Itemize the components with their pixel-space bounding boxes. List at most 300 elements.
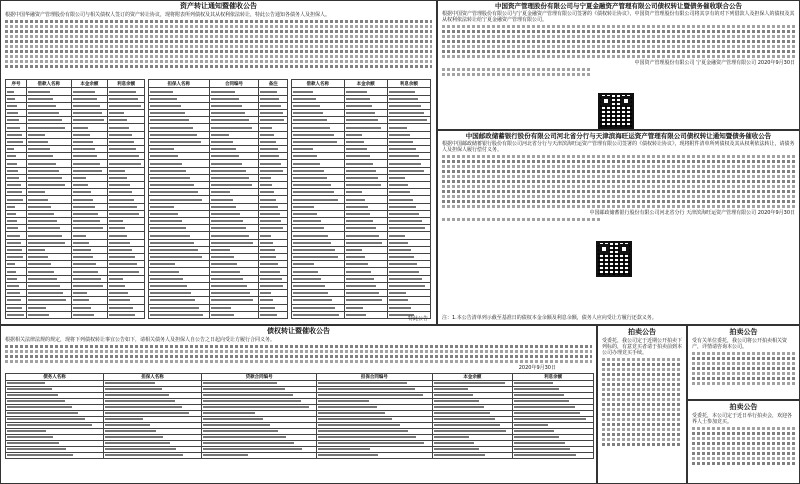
table-cell xyxy=(108,174,145,181)
table-cell xyxy=(259,102,288,109)
table-cell xyxy=(6,131,27,138)
table-cell xyxy=(108,182,145,189)
table-cell xyxy=(292,268,345,275)
table-row xyxy=(149,304,288,311)
table-cell xyxy=(26,297,71,304)
left-top-intro: 根据中国华融资产管理股份有限公司与相关债权人签订的资产转让协议，现将附表所列债权及其从权利依法转让，特此公告通知各债务人及担保人。 xyxy=(5,11,331,18)
table-cell xyxy=(259,210,288,217)
table-row xyxy=(149,203,288,210)
table-row xyxy=(6,304,145,311)
auction-notice-3-title: 拍卖公告 xyxy=(729,403,758,411)
table-cell xyxy=(344,189,387,196)
table-cell xyxy=(387,239,430,246)
table-cell xyxy=(71,160,108,167)
table-cell xyxy=(108,131,145,138)
table-cell xyxy=(108,254,145,261)
table-cell xyxy=(149,153,210,160)
table-cell xyxy=(344,246,387,253)
table-cell xyxy=(259,174,288,181)
table-row xyxy=(292,138,431,145)
table-cell xyxy=(209,196,259,203)
table-cell xyxy=(387,124,430,131)
qr-code-1 xyxy=(598,93,634,129)
table-cell xyxy=(71,210,108,217)
table-cell xyxy=(292,203,345,210)
right-mid-notice xyxy=(437,130,800,325)
table-cell xyxy=(259,232,288,239)
table-row xyxy=(292,95,431,102)
table-cell xyxy=(387,153,430,160)
table-cell xyxy=(259,218,288,225)
table-cell xyxy=(108,160,145,167)
table-cell xyxy=(259,203,288,210)
table-row xyxy=(149,131,288,138)
table-cell xyxy=(26,182,71,189)
table-cell xyxy=(387,174,430,181)
table-cell xyxy=(149,117,210,124)
table-cell xyxy=(6,167,27,174)
table-row xyxy=(292,117,431,124)
table-row xyxy=(6,153,145,160)
table-cell xyxy=(259,282,288,289)
table-cell xyxy=(149,131,210,138)
table-cell xyxy=(387,110,430,117)
table-cell xyxy=(292,153,345,160)
table-cell xyxy=(6,297,27,304)
table-row xyxy=(6,282,145,289)
table-cell xyxy=(149,297,210,304)
table-cell xyxy=(108,246,145,253)
table-row xyxy=(6,196,145,203)
table-row xyxy=(149,153,288,160)
table-cell xyxy=(149,218,210,225)
table-cell xyxy=(6,102,27,109)
table-cell xyxy=(71,117,108,124)
left-top-title: 资产转让通知暨催收公告 xyxy=(180,2,257,10)
table-cell xyxy=(149,110,210,117)
table-cell xyxy=(292,95,345,102)
table-row xyxy=(6,232,145,239)
table-row xyxy=(292,88,431,95)
table-cell xyxy=(6,452,104,458)
table-cell xyxy=(26,102,71,109)
table-cell xyxy=(71,297,108,304)
table-cell xyxy=(209,203,259,210)
table-cell xyxy=(209,275,259,282)
table-row xyxy=(6,117,145,124)
table-cell xyxy=(344,275,387,282)
table-row xyxy=(6,210,145,217)
table-cell xyxy=(292,246,345,253)
table-row xyxy=(149,246,288,253)
table-cell xyxy=(344,153,387,160)
table-cell xyxy=(149,146,210,153)
auction-notice-3-body: 受委托，本公司定于近日举行拍卖会，欢迎各界人士参加竞买。 xyxy=(692,412,793,425)
table-row xyxy=(6,124,145,131)
table-cell xyxy=(26,311,71,318)
table-cell xyxy=(6,210,27,217)
table-row xyxy=(6,311,145,318)
table-cell xyxy=(209,138,259,145)
table-row xyxy=(149,268,288,275)
table-row xyxy=(6,297,145,304)
table-row xyxy=(149,297,288,304)
table-row xyxy=(6,110,145,117)
right-mid-signature: 中国邮政储蓄银行股份有限公司河北省分行 天津滨海旺运资产管理有限公司 2020年9月30日 xyxy=(589,210,795,217)
table-header-row: 借款人名称 本金余额 利息余额 xyxy=(292,80,431,88)
table-cell xyxy=(209,239,259,246)
table-cell xyxy=(6,88,27,95)
table-cell xyxy=(292,160,345,167)
table-cell xyxy=(259,196,288,203)
table-cell xyxy=(71,153,108,160)
table-cell xyxy=(26,304,71,311)
table-cell xyxy=(6,203,27,210)
table-header-row: 序号 借款人名称 本金余额 利息余额 xyxy=(6,80,145,88)
table-cell xyxy=(149,88,210,95)
table-cell xyxy=(387,196,430,203)
table-cell xyxy=(209,254,259,261)
table-row xyxy=(6,246,145,253)
table-header-row: 债务人名称 担保人名称 贷款合同编号 担保合同编号 本金余额 利息余额 xyxy=(6,373,594,380)
table-cell xyxy=(344,210,387,217)
table-cell xyxy=(71,146,108,153)
table-cell xyxy=(209,290,259,297)
auction-notice-1-body: 受委托，我公司定于近期公开拍卖下列标的，有意竞买者请于拍卖前到本公司办理竞买手续。 xyxy=(602,337,683,356)
table-row xyxy=(6,268,145,275)
table-cell xyxy=(344,124,387,131)
table-cell xyxy=(71,203,108,210)
table-cell xyxy=(387,282,430,289)
table-cell xyxy=(149,254,210,261)
table-cell xyxy=(344,174,387,181)
table-cell xyxy=(259,304,288,311)
table-cell xyxy=(149,290,210,297)
table-row xyxy=(149,261,288,268)
table-cell xyxy=(108,225,145,232)
table-cell xyxy=(108,117,145,124)
table-row xyxy=(149,210,288,217)
table-cell xyxy=(71,102,108,109)
table-cell xyxy=(209,153,259,160)
table-cell xyxy=(344,131,387,138)
table-cell xyxy=(71,268,108,275)
table-cell xyxy=(26,88,71,95)
table-cell xyxy=(387,182,430,189)
table-row xyxy=(6,189,145,196)
table-row xyxy=(292,304,431,311)
table-cell xyxy=(259,117,288,124)
table-row xyxy=(149,290,288,297)
table-row xyxy=(6,167,145,174)
left-top-footer: 特此公告 xyxy=(407,316,428,322)
table-cell xyxy=(344,196,387,203)
table-cell xyxy=(259,275,288,282)
table-cell xyxy=(259,95,288,102)
table-row xyxy=(292,189,431,196)
table-cell xyxy=(209,304,259,311)
table-cell xyxy=(387,95,430,102)
table-cell xyxy=(6,124,27,131)
table-row xyxy=(292,275,431,282)
table-cell xyxy=(209,146,259,153)
table-cell xyxy=(26,189,71,196)
table-cell xyxy=(387,304,430,311)
table-cell xyxy=(149,138,210,145)
table-cell xyxy=(6,246,27,253)
table-cell xyxy=(292,131,345,138)
table-cell xyxy=(259,167,288,174)
table-cell xyxy=(26,174,71,181)
table-cell xyxy=(344,239,387,246)
table-row xyxy=(292,210,431,217)
table-cell xyxy=(6,138,27,145)
table-cell xyxy=(6,254,27,261)
table-row xyxy=(292,254,431,261)
table-cell xyxy=(71,275,108,282)
table-row xyxy=(149,225,288,232)
table-cell xyxy=(104,452,202,458)
auction-notice-3 xyxy=(687,400,800,484)
table-cell xyxy=(387,138,430,145)
table-cell xyxy=(344,282,387,289)
table-cell xyxy=(344,88,387,95)
table-cell xyxy=(71,246,108,253)
table-cell xyxy=(108,304,145,311)
table-cell xyxy=(259,268,288,275)
table-cell xyxy=(292,275,345,282)
table-row xyxy=(149,160,288,167)
table-row xyxy=(292,102,431,109)
table-cell xyxy=(108,138,145,145)
table-cell xyxy=(209,160,259,167)
table-cell xyxy=(26,290,71,297)
table-cell xyxy=(209,311,259,318)
table-row xyxy=(292,261,431,268)
table-cell xyxy=(209,182,259,189)
table-cell xyxy=(71,124,108,131)
table-cell xyxy=(387,246,430,253)
table-cell xyxy=(209,246,259,253)
table-row xyxy=(6,254,145,261)
table-row xyxy=(292,225,431,232)
table-cell xyxy=(26,275,71,282)
table-cell xyxy=(26,210,71,217)
table-row xyxy=(149,102,288,109)
table-cell xyxy=(292,261,345,268)
table-cell xyxy=(108,261,145,268)
table-cell xyxy=(259,124,288,131)
bottom-left-date: 2020年9月30日 xyxy=(518,364,556,371)
table-cell xyxy=(26,146,71,153)
table-cell xyxy=(6,160,27,167)
table-cell xyxy=(344,102,387,109)
table-cell xyxy=(292,124,345,131)
table-cell xyxy=(149,95,210,102)
bottom-left-notice xyxy=(0,325,597,484)
table-cell xyxy=(108,239,145,246)
table-header-row: 担保人名称 合同编号 备注 xyxy=(149,80,288,88)
table-cell xyxy=(71,88,108,95)
table-cell xyxy=(344,95,387,102)
table-cell xyxy=(6,282,27,289)
table-cell xyxy=(209,210,259,217)
table-cell xyxy=(149,210,210,217)
table-cell xyxy=(259,131,288,138)
table-cell xyxy=(108,196,145,203)
table-cell xyxy=(387,290,430,297)
table-row xyxy=(149,275,288,282)
table-cell xyxy=(387,131,430,138)
table-cell xyxy=(387,160,430,167)
table-row xyxy=(6,452,594,458)
table-cell xyxy=(26,218,71,225)
table-cell xyxy=(259,297,288,304)
auction-notice-2-body: 受有关单位委托，我公司将公开拍卖相关资产，详情请咨询本公司。 xyxy=(692,337,788,350)
table-row xyxy=(292,268,431,275)
table-cell xyxy=(149,225,210,232)
table-cell xyxy=(71,261,108,268)
table-cell xyxy=(108,290,145,297)
table-cell xyxy=(387,88,430,95)
left-top-table-b xyxy=(148,79,288,319)
table-cell xyxy=(6,261,27,268)
table-cell xyxy=(149,167,210,174)
table-cell xyxy=(26,268,71,275)
table-cell xyxy=(292,254,345,261)
table-cell xyxy=(344,232,387,239)
table-cell xyxy=(149,282,210,289)
table-cell xyxy=(108,95,145,102)
table-cell xyxy=(26,246,71,253)
table-cell xyxy=(71,167,108,174)
table-row xyxy=(149,174,288,181)
table-cell xyxy=(149,102,210,109)
table-cell xyxy=(432,452,513,458)
table-cell xyxy=(259,153,288,160)
table-row xyxy=(292,203,431,210)
table-cell xyxy=(26,153,71,160)
table-cell xyxy=(344,218,387,225)
table-cell xyxy=(71,196,108,203)
table-cell xyxy=(108,88,145,95)
table-cell xyxy=(108,218,145,225)
table-cell xyxy=(344,311,387,318)
table-cell xyxy=(149,304,210,311)
table-cell xyxy=(71,290,108,297)
table-cell xyxy=(344,117,387,124)
table-cell xyxy=(149,124,210,131)
table-cell xyxy=(292,138,345,145)
table-cell xyxy=(108,297,145,304)
table-cell xyxy=(71,95,108,102)
table-cell xyxy=(6,95,27,102)
table-row xyxy=(149,124,288,131)
table-row xyxy=(149,95,288,102)
table-cell xyxy=(26,110,71,117)
table-cell xyxy=(108,268,145,275)
table-cell xyxy=(149,174,210,181)
table-cell xyxy=(71,239,108,246)
table-cell xyxy=(26,131,71,138)
table-cell xyxy=(26,261,71,268)
table-cell xyxy=(317,452,432,458)
table-cell xyxy=(387,297,430,304)
table-cell xyxy=(292,290,345,297)
left-top-table-a xyxy=(5,79,145,319)
table-cell xyxy=(292,189,345,196)
table-cell xyxy=(344,138,387,145)
table-cell xyxy=(6,117,27,124)
table-cell xyxy=(344,167,387,174)
table-cell xyxy=(26,160,71,167)
table-row xyxy=(292,182,431,189)
table-cell xyxy=(26,124,71,131)
table-row xyxy=(6,95,145,102)
table-cell xyxy=(149,268,210,275)
table-cell xyxy=(292,297,345,304)
table-cell xyxy=(259,146,288,153)
table-cell xyxy=(387,225,430,232)
table-row xyxy=(149,117,288,124)
table-cell xyxy=(26,203,71,210)
table-row xyxy=(6,102,145,109)
table-cell xyxy=(26,232,71,239)
table-cell xyxy=(292,239,345,246)
table-cell xyxy=(202,452,317,458)
table-row xyxy=(292,239,431,246)
table-cell xyxy=(209,131,259,138)
table-row xyxy=(6,174,145,181)
table-row xyxy=(149,311,288,318)
table-row xyxy=(292,146,431,153)
table-row xyxy=(6,160,145,167)
table-cell xyxy=(6,110,27,117)
table-cell xyxy=(6,189,27,196)
table-cell xyxy=(344,290,387,297)
table-cell xyxy=(259,261,288,268)
table-cell xyxy=(387,254,430,261)
table-cell xyxy=(149,246,210,253)
table-cell xyxy=(209,167,259,174)
table-cell xyxy=(149,189,210,196)
table-cell xyxy=(344,304,387,311)
table-cell xyxy=(71,232,108,239)
table-cell xyxy=(209,268,259,275)
table-cell xyxy=(387,218,430,225)
right-mid-note: 注：1.本公告清单列示截至基准日的债权本金余额及利息余额，债务人应向受让方履行还款义务。 xyxy=(442,315,657,321)
table-cell xyxy=(292,196,345,203)
table-row xyxy=(292,160,431,167)
table-cell xyxy=(209,174,259,181)
table-cell xyxy=(71,254,108,261)
table-cell xyxy=(6,146,27,153)
table-cell xyxy=(292,102,345,109)
table-cell xyxy=(71,182,108,189)
table-cell xyxy=(209,110,259,117)
table-row xyxy=(292,174,431,181)
table-cell xyxy=(292,146,345,153)
table-row xyxy=(6,138,145,145)
table-row xyxy=(6,182,145,189)
table-row xyxy=(6,275,145,282)
table-cell xyxy=(108,232,145,239)
right-top-notice xyxy=(437,0,800,130)
table-row xyxy=(149,196,288,203)
table-cell xyxy=(513,452,594,458)
table-cell xyxy=(149,182,210,189)
table-cell xyxy=(292,182,345,189)
